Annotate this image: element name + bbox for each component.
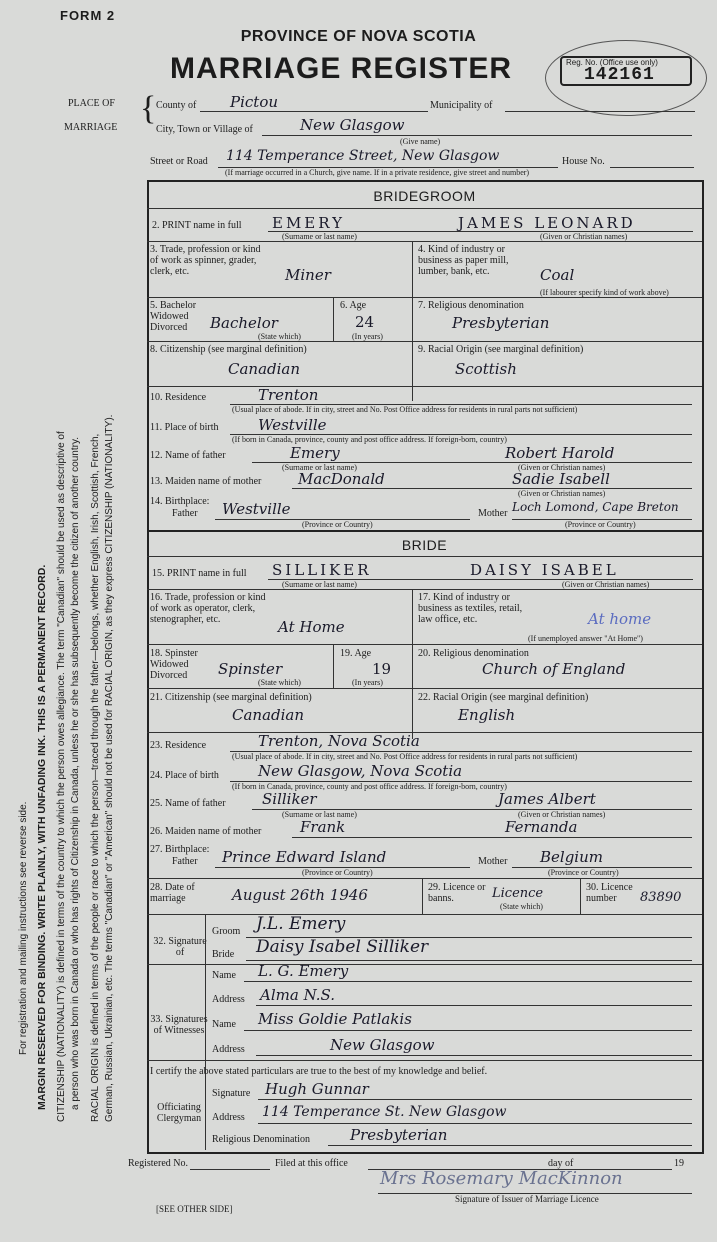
groom-father-word: Father <box>172 508 198 519</box>
date-label: 28. Date of marriage <box>150 882 195 904</box>
divider <box>147 644 702 645</box>
clergy-denomination-word: Religious Denomination <box>212 1134 311 1145</box>
page-title: MARRIAGE REGISTER <box>170 52 513 85</box>
issuer-signature: Mrs Rosemary MacKinnon <box>380 1168 623 1189</box>
see-other-side: [SEE OTHER SIDE] <box>156 1204 233 1214</box>
bride-residence: Trenton, Nova Scotia <box>258 732 420 750</box>
groom-religion: Presbyterian <box>452 314 550 332</box>
bride-mother-line <box>292 836 692 838</box>
bride-mother-label: 26. Maiden name of mother <box>150 826 262 837</box>
bride-racial-label: 22. Racial Origin (see marginal definition) <box>418 692 589 703</box>
municipality-line <box>505 110 695 112</box>
groom-trade: Miner <box>285 266 331 284</box>
residence-note: (Usual place of abode. If in city, street and No. Post Office address for residents in rural parts not sufficient) <box>232 752 578 761</box>
column-divider <box>580 878 581 914</box>
w2-name-line <box>244 1029 692 1031</box>
bride-status-label: 18. Spinster Widowed Divorced <box>150 648 198 681</box>
groom-father-surname: Emery <box>290 444 340 462</box>
column-divider <box>412 589 413 739</box>
side-note-margin: MARGIN RESERVED FOR BINDING. WRITE PLAINLY, WITH UNFADING INK. THIS IS A PERMANENT RECORD. <box>36 564 48 1110</box>
filed-label: Filed at this office <box>275 1158 348 1169</box>
bride-print-label: 15. PRINT name in full <box>152 568 247 579</box>
groom-racial: Scottish <box>455 360 517 378</box>
w1-address-word: Address <box>212 994 245 1005</box>
bride-mother-word: Mother <box>478 856 508 867</box>
licence-no-label: 30. Licence number <box>586 882 633 904</box>
bride-father-birthplace: Prince Edward Island <box>222 848 387 866</box>
divider <box>147 208 702 209</box>
clergy-sig-line <box>258 1098 692 1100</box>
state-which-caption: (State which) <box>258 332 301 341</box>
witness1-address: Alma N.S. <box>260 986 336 1004</box>
labourer-note: (If labourer specify kind of work above) <box>540 288 669 297</box>
w1-address-line <box>256 1004 692 1006</box>
groom-surname: EMERY <box>272 214 345 232</box>
divider <box>147 297 702 298</box>
divider <box>147 386 702 387</box>
witness2-address: New Glasgow <box>330 1036 435 1054</box>
w2-address-word: Address <box>212 1044 245 1055</box>
w2-name-word: Name <box>212 1019 236 1030</box>
groom-mother-birthplace: Loch Lomond, Cape Breton <box>512 500 679 514</box>
groom-mother-label: 13. Maiden name of mother <box>150 476 262 487</box>
prov-caption: (Province or Country) <box>548 868 619 877</box>
birth-note: (If born in Canada, province, county and post office address. If foreign-born, country) <box>232 782 507 791</box>
groom-residence-label: 10. Residence <box>150 392 207 403</box>
groom-birth-label: 11. Place of birth <box>150 422 219 433</box>
divider <box>147 964 702 965</box>
given-caption: (Given or Christian names) <box>562 580 650 589</box>
column-divider <box>333 297 334 341</box>
side-note-citizenship-2: a person who was born in Canada or who has rights of Citizenship in Canada, unless he or she has subsequently become the citizen of another country. <box>70 437 81 1110</box>
clergy-signature-word: Signature <box>212 1088 251 1099</box>
groom-industry: Coal <box>540 266 575 284</box>
residence-note: (Usual place of abode. If in city, street and No. Post Office address for residents in rural parts not sufficient) <box>232 405 578 414</box>
side-note-racial-1: RACIAL ORIGIN is defined in terms of the people or race to which the person—traced through the father—belongs, whether English, Irish, Scottish, French, <box>90 433 101 1122</box>
prov-caption: (Province or Country) <box>565 520 636 529</box>
bride-surname: SILLIKER <box>272 561 372 579</box>
city-value: New Glasgow <box>300 116 405 134</box>
bride-birth: New Glasgow, Nova Scotia <box>258 762 463 780</box>
bride-industry: At home <box>588 610 652 628</box>
column-divider <box>422 878 423 914</box>
groom-father-birthplace: Westville <box>222 500 291 518</box>
groom-word: Groom <box>212 926 241 937</box>
reg-number-box <box>560 56 692 86</box>
place-of-label: PLACE OF <box>68 98 115 109</box>
divider <box>147 589 702 590</box>
surname-caption: (Surname or last name) <box>282 232 357 241</box>
form-number: FORM 2 <box>60 8 116 23</box>
divider <box>147 556 702 557</box>
groom-father-label: 12. Name of father <box>150 450 226 461</box>
city-line <box>262 134 692 136</box>
groom-status: Bachelor <box>210 314 278 332</box>
groom-father-given: Robert Harold <box>505 444 615 462</box>
groom-mother-surname: MacDonald <box>298 470 385 488</box>
registered-label: Registered No. <box>128 1158 188 1169</box>
year-prefix: 19 <box>674 1158 684 1169</box>
clergy-address: 114 Temperance St. New Glasgow <box>262 1104 507 1120</box>
bride-age-label: 19. Age <box>340 648 372 659</box>
bride-mother-given: Fernanda <box>505 818 578 836</box>
witness2-name: Miss Goldie Patlakis <box>258 1010 412 1028</box>
groom-age-label: 6. Age <box>340 300 367 311</box>
province-heading: PROVINCE OF NOVA SCOTIA <box>240 28 477 45</box>
give-name-caption: (Give name) <box>400 137 441 146</box>
issuer-caption: Signature of Issuer of Marriage Licence <box>455 1194 599 1204</box>
w2-address-line <box>256 1054 692 1056</box>
house-line <box>610 166 694 168</box>
bride-father-given: James Albert <box>498 790 596 808</box>
day-label: day of <box>548 1158 574 1169</box>
street-label: Street or Road <box>150 156 208 167</box>
licence-number: 83890 <box>640 890 682 905</box>
municipality-label: Municipality of <box>430 100 493 111</box>
reg-number: 142161 <box>584 65 655 85</box>
groom-birthplace-label: 14. Birthplace: <box>150 496 210 507</box>
marriage-date: August 26th 1946 <box>232 886 368 904</box>
years-caption: (In years) <box>352 678 383 687</box>
groom-trade-label: 3. Trade, profession or kind of work as spinner, grader, clerk, etc. <box>150 244 261 277</box>
bride-trade-label: 16. Trade, profession or kind of work as operator, clerk, stenographer, etc. <box>150 592 266 625</box>
column-divider <box>333 644 334 688</box>
bride-residence-label: 23. Residence <box>150 740 207 751</box>
clergy-address-word: Address <box>212 1112 245 1123</box>
bridegroom-heading: BRIDEGROOM <box>373 188 476 204</box>
bride-father-label: 25. Name of father <box>150 798 226 809</box>
groom-signature: J.L. Emery <box>256 914 346 934</box>
bride-birthplace-label: 27. Birthplace: <box>150 844 210 855</box>
place-note: (If marriage occurred in a Church, give name. If in a private residence, give street and number) <box>225 168 530 177</box>
side-note-citizenship-1: CITIZENSHIP (NATIONALITY) is defined in terms of the country to which the person owes allegiance. The term "Canadian" should be used as descriptive of <box>56 431 67 1122</box>
state-which-caption: (State which) <box>500 902 543 911</box>
clergy-signature: Hugh Gunnar <box>265 1080 369 1098</box>
county-value: Pictou <box>230 93 279 111</box>
bride-trade: At Home <box>278 618 345 636</box>
w1-name-line <box>244 980 692 982</box>
groom-industry-label: 4. Kind of industry or business as paper mill, lumber, bank, etc. <box>418 244 509 277</box>
witness1-name: L. G. Emery <box>258 962 349 980</box>
clergy-label: Officiating Clergyman <box>156 1102 202 1124</box>
groom-status-label: 5. Bachelor Widowed Divorced <box>150 300 197 333</box>
w1-name-word: Name <box>212 970 236 981</box>
state-which-caption: (State which) <box>258 678 301 687</box>
given-caption: (Given or Christian names) <box>518 489 606 498</box>
given-caption: (Given or Christian names) <box>540 232 628 241</box>
groom-birth: Westville <box>258 416 327 434</box>
bride-birth-label: 24. Place of birth <box>150 770 219 781</box>
groom-religion-label: 7. Religious denomination <box>418 300 524 311</box>
bride-father-word: Father <box>172 856 198 867</box>
county-label: County of <box>156 100 197 111</box>
divider <box>147 530 702 532</box>
divider <box>147 732 702 733</box>
surname-caption: (Surname or last name) <box>282 463 357 472</box>
bride-industry-label: 17. Kind of industry or business as textiles, retail, law office, etc. <box>418 592 523 625</box>
place-brace: { <box>140 90 157 127</box>
divider <box>147 341 702 342</box>
divider <box>147 1060 702 1061</box>
house-label: House No. <box>562 156 605 167</box>
unemployed-note: (If unemployed answer "At Home") <box>528 634 643 643</box>
bride-given: DAISY ISABEL <box>470 561 619 579</box>
groom-citizenship-label: 8. Citizenship (see marginal definition) <box>150 344 307 355</box>
bride-mother-birthplace: Belgium <box>540 848 603 866</box>
divider <box>147 241 702 242</box>
divider <box>147 688 702 689</box>
groom-racial-label: 9. Racial Origin (see marginal definition) <box>418 344 584 355</box>
surname-caption: (Surname or last name) <box>282 580 357 589</box>
groom-citizenship: Canadian <box>228 360 301 378</box>
bride-status: Spinster <box>218 660 283 678</box>
divider <box>147 914 702 915</box>
surname-caption: (Surname or last name) <box>282 810 357 819</box>
clergy-denomination-line <box>328 1144 692 1146</box>
divider <box>147 878 702 879</box>
bride-mother-surname: Frank <box>300 818 346 836</box>
prov-caption: (Province or Country) <box>302 520 373 529</box>
marriage-label: MARRIAGE <box>64 122 118 133</box>
given-caption: (Given or Christian names) <box>518 810 606 819</box>
bride-sig-line <box>246 959 692 961</box>
side-note-racial-2: German, Russian, Ukrainian, etc. The terms "Canadian" or "American" should not be used for RACIAL ORIGIN, as they express CITIZENSHIP (NATIONALITY). <box>104 414 115 1122</box>
groom-residence: Trenton <box>258 386 319 404</box>
groom-given: JAMES LEONARD <box>458 214 636 232</box>
given-caption: (Given or Christian names) <box>518 463 606 472</box>
licence-type: Licence <box>492 886 544 901</box>
registered-line <box>190 1168 270 1170</box>
clergy-denomination: Presbyterian <box>350 1126 448 1144</box>
years-caption: (In years) <box>352 332 383 341</box>
birth-note: (If born in Canada, province, county and post office address. If foreign-born, country) <box>232 435 507 444</box>
bride-age: 19 <box>372 660 392 678</box>
groom-mother-given: Sadie Isabell <box>512 470 610 488</box>
signature-of-label: 32. Signature of <box>153 936 207 958</box>
groom-mother-word: Mother <box>478 508 508 519</box>
street-value: 114 Temperance Street, New Glasgow <box>226 148 500 164</box>
bride-religion-label: 20. Religious denomination <box>418 648 529 659</box>
reg-number-label: Reg. No. (Office use only) <box>566 58 658 67</box>
bride-citizenship: Canadian <box>232 706 305 724</box>
witness-label: 33. Signatures of Witnesses <box>150 1014 208 1036</box>
groom-age: 24 <box>355 313 375 331</box>
column-divider <box>412 241 413 401</box>
bride-racial: English <box>458 706 516 724</box>
bride-word: Bride <box>212 949 235 960</box>
bride-citizenship-label: 21. Citizenship (see marginal definition) <box>150 692 312 703</box>
prov-caption: (Province or Country) <box>302 868 373 877</box>
bride-heading: BRIDE <box>401 537 448 553</box>
side-note-registration: For registration and mailing instructions see reverse side. <box>18 801 29 1055</box>
city-label: City, Town or Village of <box>156 124 253 135</box>
licence-label: 29. Licence or banns. <box>428 882 486 904</box>
groom-print-label: 2. PRINT name in full <box>152 220 242 231</box>
clergy-address-line <box>258 1122 692 1124</box>
certify-text: I certify the above stated particulars are true to the best of my knowledge and belief. <box>150 1066 488 1077</box>
bride-signature: Daisy Isabel Silliker <box>256 937 429 957</box>
bride-religion: Church of England <box>482 660 626 678</box>
bride-father-surname: Silliker <box>262 790 317 808</box>
